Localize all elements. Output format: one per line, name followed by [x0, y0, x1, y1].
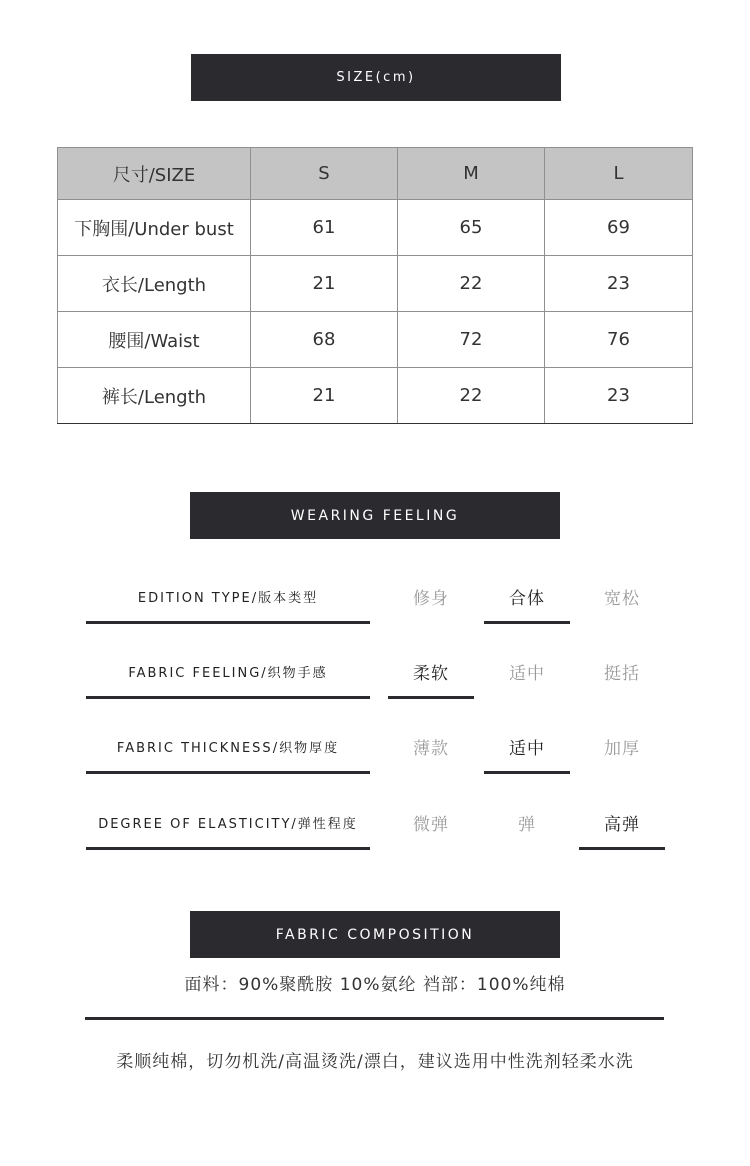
size-value: 65 [398, 200, 545, 256]
wearing-option: 适中 [484, 721, 570, 774]
size-value: 21 [251, 256, 398, 312]
wearing-row-label: EDITION TYPE/版本类型 [86, 571, 370, 624]
table-row [58, 256, 693, 312]
wearing-option: 加厚 [604, 738, 640, 759]
size-table [57, 147, 693, 424]
wearing-option: 薄款 [413, 738, 449, 759]
size-table-header-row [58, 148, 693, 200]
size-value: 21 [251, 368, 398, 424]
wearing-feeling-banner [190, 492, 560, 539]
wearing-option: 微弹 [413, 814, 449, 835]
size-value: 61 [251, 200, 398, 256]
wearing-row-fabric-thickness [0, 721, 750, 781]
wearing-option: 修身 [413, 588, 449, 609]
wearing-option: 高弹 [579, 797, 665, 850]
wearing-row-label: FABRIC FEELING/织物手感 [86, 646, 370, 699]
measurement-label: 裤长/Length [58, 368, 251, 424]
size-value: 69 [545, 200, 693, 256]
table-row [58, 312, 693, 368]
care-instructions: 柔顺纯棉，切勿机洗/高温烫洗/漂白，建议选用中性洗剂轻柔水洗 [116, 1052, 634, 1072]
wearing-row-label: DEGREE OF ELASTICITY/弹性程度 [86, 797, 370, 850]
wearing-row-label: FABRIC THICKNESS/织物厚度 [86, 721, 370, 774]
size-value: 72 [398, 312, 545, 368]
wearing-option: 适中 [509, 663, 545, 684]
wearing-option: 柔软 [388, 646, 474, 699]
composition-text: 面料：90%聚酰胺 10%氨纶 裆部：100%纯棉 [184, 975, 566, 995]
wearing-option: 挺括 [604, 663, 640, 684]
size-section-banner [191, 54, 561, 101]
fabric-composition-banner [190, 911, 560, 958]
fabric-composition-title: FABRIC COMPOSITION [275, 926, 475, 943]
wearing-option: 合体 [484, 571, 570, 624]
measurement-label: 衣长/Length [58, 256, 251, 312]
size-header-cell: 尺寸/SIZE [58, 148, 251, 200]
wearing-feeling-title: WEARING FEELING [290, 507, 460, 524]
size-value: 23 [545, 256, 693, 312]
size-value: 68 [251, 312, 398, 368]
size-section-title: SIZE(cm) [336, 70, 416, 85]
table-row [58, 368, 693, 424]
measurement-label: 下胸围/Under bust [58, 200, 251, 256]
wearing-option: 弹 [518, 814, 536, 835]
table-row [58, 200, 693, 256]
wearing-row-elasticity [0, 797, 750, 857]
wearing-row-edition-type [0, 571, 750, 631]
wearing-row-fabric-feeling [0, 646, 750, 706]
size-value: 76 [545, 312, 693, 368]
divider [85, 1017, 664, 1020]
size-value: 22 [398, 256, 545, 312]
size-header-cell: M [398, 148, 545, 200]
size-value: 22 [398, 368, 545, 424]
size-header-cell: S [251, 148, 398, 200]
wearing-option: 宽松 [604, 588, 640, 609]
size-header-cell: L [545, 148, 693, 200]
measurement-label: 腰围/Waist [58, 312, 251, 368]
size-value: 23 [545, 368, 693, 424]
